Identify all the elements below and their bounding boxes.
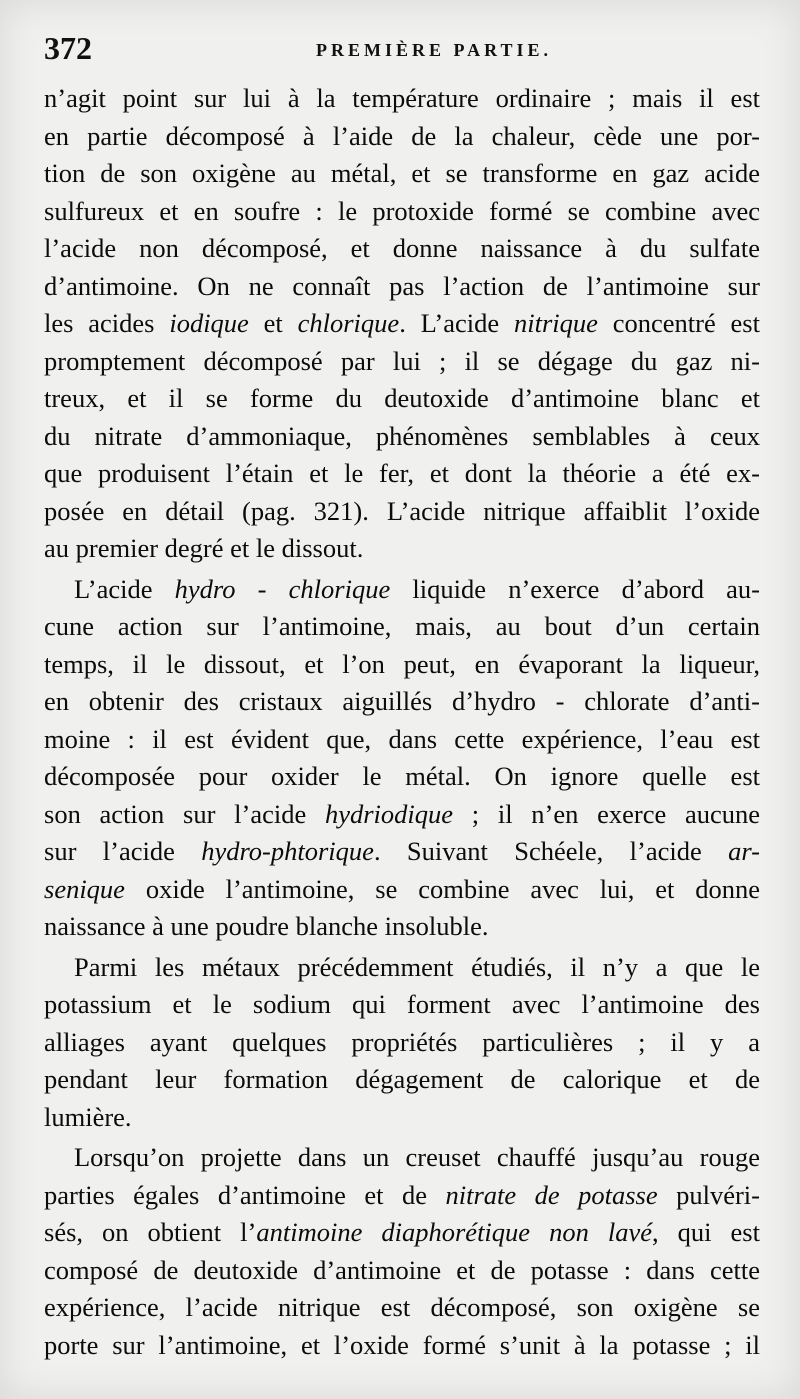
text-line: sés, on obtient l’antimoine diaphorétique non lavé, qui est [44, 1217, 760, 1247]
paragraph [44, 949, 760, 1137]
text-line: au premier degré et le dissout. [44, 533, 364, 563]
text-line: n’agit point sur lui à la température ordinaire ; mais il est [44, 83, 760, 113]
text-line: naissance à une poudre blanche insoluble. [44, 911, 489, 941]
text-line: son action sur l’acide hydriodique ; il n’en exerce aucune [44, 798, 760, 829]
text-line: tion de son oxigène au métal, et se transforme en gaz acide [44, 158, 760, 188]
text-line: temps, il le dissout, et l’on peut, en évaporant la liqueur, [44, 648, 760, 679]
text-line: du nitrate d’ammoniaque, phénomènes semblables à ceux [44, 420, 760, 451]
text-line: lumière. [44, 1101, 132, 1132]
text-line: porte sur l’antimoine, et l’oxide formé s’unit à la potasse ; il [44, 1329, 760, 1360]
text-line: promptement décomposé par lui ; il se dégage du gaz ni- [44, 345, 760, 376]
text-line: en partie décomposé à l’aide de la chaleur, cède une por- [44, 120, 760, 151]
text-line: l’acide non décomposé, et donne naissance à du sulfate [44, 233, 760, 263]
text-line: senique oxide l’antimoine, se combine avec lui, et donne [44, 873, 760, 904]
text-line: alliages ayant quelques propriétés particulières ; il y a [44, 1026, 760, 1057]
text-line: décomposée pour oxider le métal. On ignore quelle est [44, 761, 760, 791]
text-line: composé de deutoxide d’antimoine et de potasse : dans cette [44, 1254, 760, 1285]
text-line: que produisent l’étain et le fer, et dont la théorie a été ex- [44, 458, 760, 488]
text-line: en obtenir des cristaux aiguillés d’hydro - chlorate d’anti- [44, 686, 760, 716]
text-line: L’acide hydro - chlorique liquide n’exerce d’abord au- [74, 573, 761, 604]
text-line: moine : il est évident que, dans cette expérience, l’eau est [44, 723, 760, 754]
text-line: Lorsqu’on projette dans un creuset chauffé jusqu’au rouge [74, 1142, 760, 1172]
text-line: sulfureux et en soufre : le protoxide formé se combine avec [44, 195, 760, 226]
text-line: Parmi les métaux précédemment étudiés, il n’y a que le [74, 951, 760, 982]
text-line: treux, et il se forme du deutoxide d’antimoine blanc et [44, 383, 760, 413]
paragraph [44, 1139, 760, 1364]
paragraph [44, 571, 760, 946]
text-line: cune action sur l’antimoine, mais, au bout d’un certain [44, 611, 760, 641]
text-line: posée en détail (pag. 321). L’acide nitrique affaiblit l’oxide [44, 495, 760, 526]
paragraph [44, 80, 760, 568]
text-line: pendant leur formation dégagement de calorique et de [44, 1064, 760, 1094]
text-line: parties égales d’antimoine et de nitrate de potasse pulvéri- [44, 1179, 760, 1210]
text-line: expérience, l’acide nitrique est décomposé, son oxigène se [44, 1292, 760, 1322]
body-text [44, 80, 760, 1364]
running-head: PREMIÈRE PARTIE. [315, 40, 553, 60]
page-number: 372 [44, 30, 92, 66]
text-line: potassium et le sodium qui forment avec l’antimoine des [44, 989, 760, 1019]
page-header [44, 30, 764, 70]
text-line: sur l’acide hydro-phtorique. Suivant Schéele, l’acide ar- [44, 836, 760, 866]
text-line: d’antimoine. On ne connaît pas l’action de l’antimoine sur [44, 270, 760, 301]
text-line: les acides iodique et chlorique. L’acide nitrique concentré est [44, 308, 760, 338]
